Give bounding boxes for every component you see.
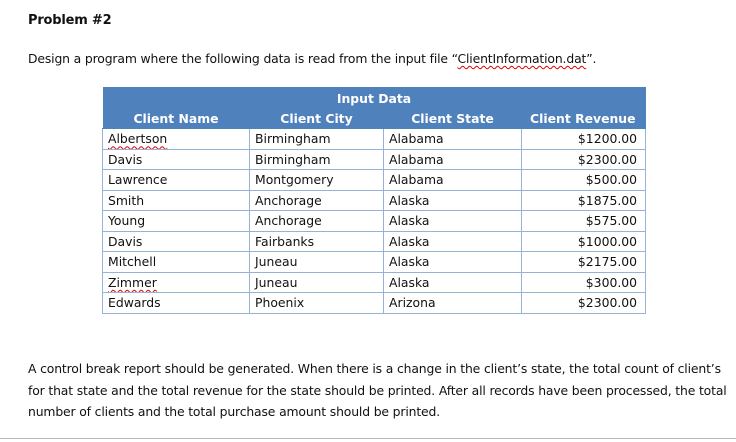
input-data-table-wrapper: [102, 87, 645, 314]
client-city-cell: Montgomery: [250, 170, 384, 191]
client-city-cell: Juneau: [250, 252, 384, 273]
table-row: [103, 149, 646, 170]
client-state-cell: Alaska: [384, 272, 522, 293]
client-state-cell: Alabama: [384, 149, 522, 170]
client-revenue-cell: $575.00: [522, 211, 646, 232]
client-revenue-cell: $300.00: [522, 272, 646, 293]
client-revenue-cell: $1000.00: [522, 231, 646, 252]
page-bottom-divider: [0, 438, 736, 439]
problem-heading: Problem #2: [28, 13, 112, 28]
input-data-table: [102, 87, 646, 314]
client-city-cell: Birmingham: [250, 149, 384, 170]
client-name-cell: Mitchell: [103, 252, 250, 273]
client-revenue-cell: $500.00: [522, 170, 646, 191]
intro-text-after: ”.: [586, 51, 597, 66]
column-header-client-city: Client City: [250, 109, 384, 129]
client-revenue-cell: $2175.00: [522, 252, 646, 273]
client-state-cell: Arizona: [384, 293, 522, 314]
client-name-cell: [103, 129, 250, 150]
intro-text-before: Design a program where the following data is read from the input file “: [28, 51, 458, 66]
table-row: [103, 231, 646, 252]
client-revenue-cell: $2300.00: [522, 149, 646, 170]
client-state-cell: Alabama: [384, 129, 522, 150]
client-revenue-cell: $1200.00: [522, 129, 646, 150]
table-row: [103, 129, 646, 150]
table-group-header: Input Data: [103, 87, 646, 109]
table-body: [103, 129, 646, 314]
client-state-cell: Alabama: [384, 170, 522, 191]
client-revenue-cell: $1875.00: [522, 190, 646, 211]
input-filename: ClientInformation.dat: [457, 51, 587, 66]
client-city-cell: Fairbanks: [250, 231, 384, 252]
table-row: [103, 252, 646, 273]
table-row: [103, 170, 646, 191]
client-city-cell: Anchorage: [250, 211, 384, 232]
client-state-cell: Alaska: [384, 231, 522, 252]
client-name-cell: Edwards: [103, 293, 250, 314]
instructions-paragraph: A control break report should be generated. When there is a change in the client’s state, the total count of client’s for that state and the total revenue for the state should be printed. After all records have been processed, the total number of clients and the total purchase amount should be printed.: [28, 361, 727, 419]
client-city-cell: Phoenix: [250, 293, 384, 314]
client-name-cell: Smith: [103, 190, 250, 211]
client-name-cell: Lawrence: [103, 170, 250, 191]
client-name-cell: Davis: [103, 149, 250, 170]
column-header-client-name: Client Name: [103, 109, 250, 129]
client-name-cell: Young: [103, 211, 250, 232]
spellcheck-flagged-name: Albertson: [108, 131, 168, 147]
table-row: [103, 211, 646, 232]
client-revenue-cell: $2300.00: [522, 293, 646, 314]
intro-paragraph: [28, 51, 596, 66]
spellcheck-flagged-name: Zimmer: [108, 274, 157, 290]
column-header-client-state: Client State: [384, 109, 522, 129]
table-row: [103, 190, 646, 211]
table-row: [103, 293, 646, 314]
column-header-client-revenue: Client Revenue: [522, 109, 646, 129]
client-name-cell: [103, 272, 250, 293]
table-row: [103, 272, 646, 293]
client-city-cell: Anchorage: [250, 190, 384, 211]
client-city-cell: Juneau: [250, 272, 384, 293]
client-state-cell: Alaska: [384, 190, 522, 211]
client-state-cell: Alaska: [384, 211, 522, 232]
client-state-cell: Alaska: [384, 252, 522, 273]
client-city-cell: Birmingham: [250, 129, 384, 150]
client-name-cell: Davis: [103, 231, 250, 252]
